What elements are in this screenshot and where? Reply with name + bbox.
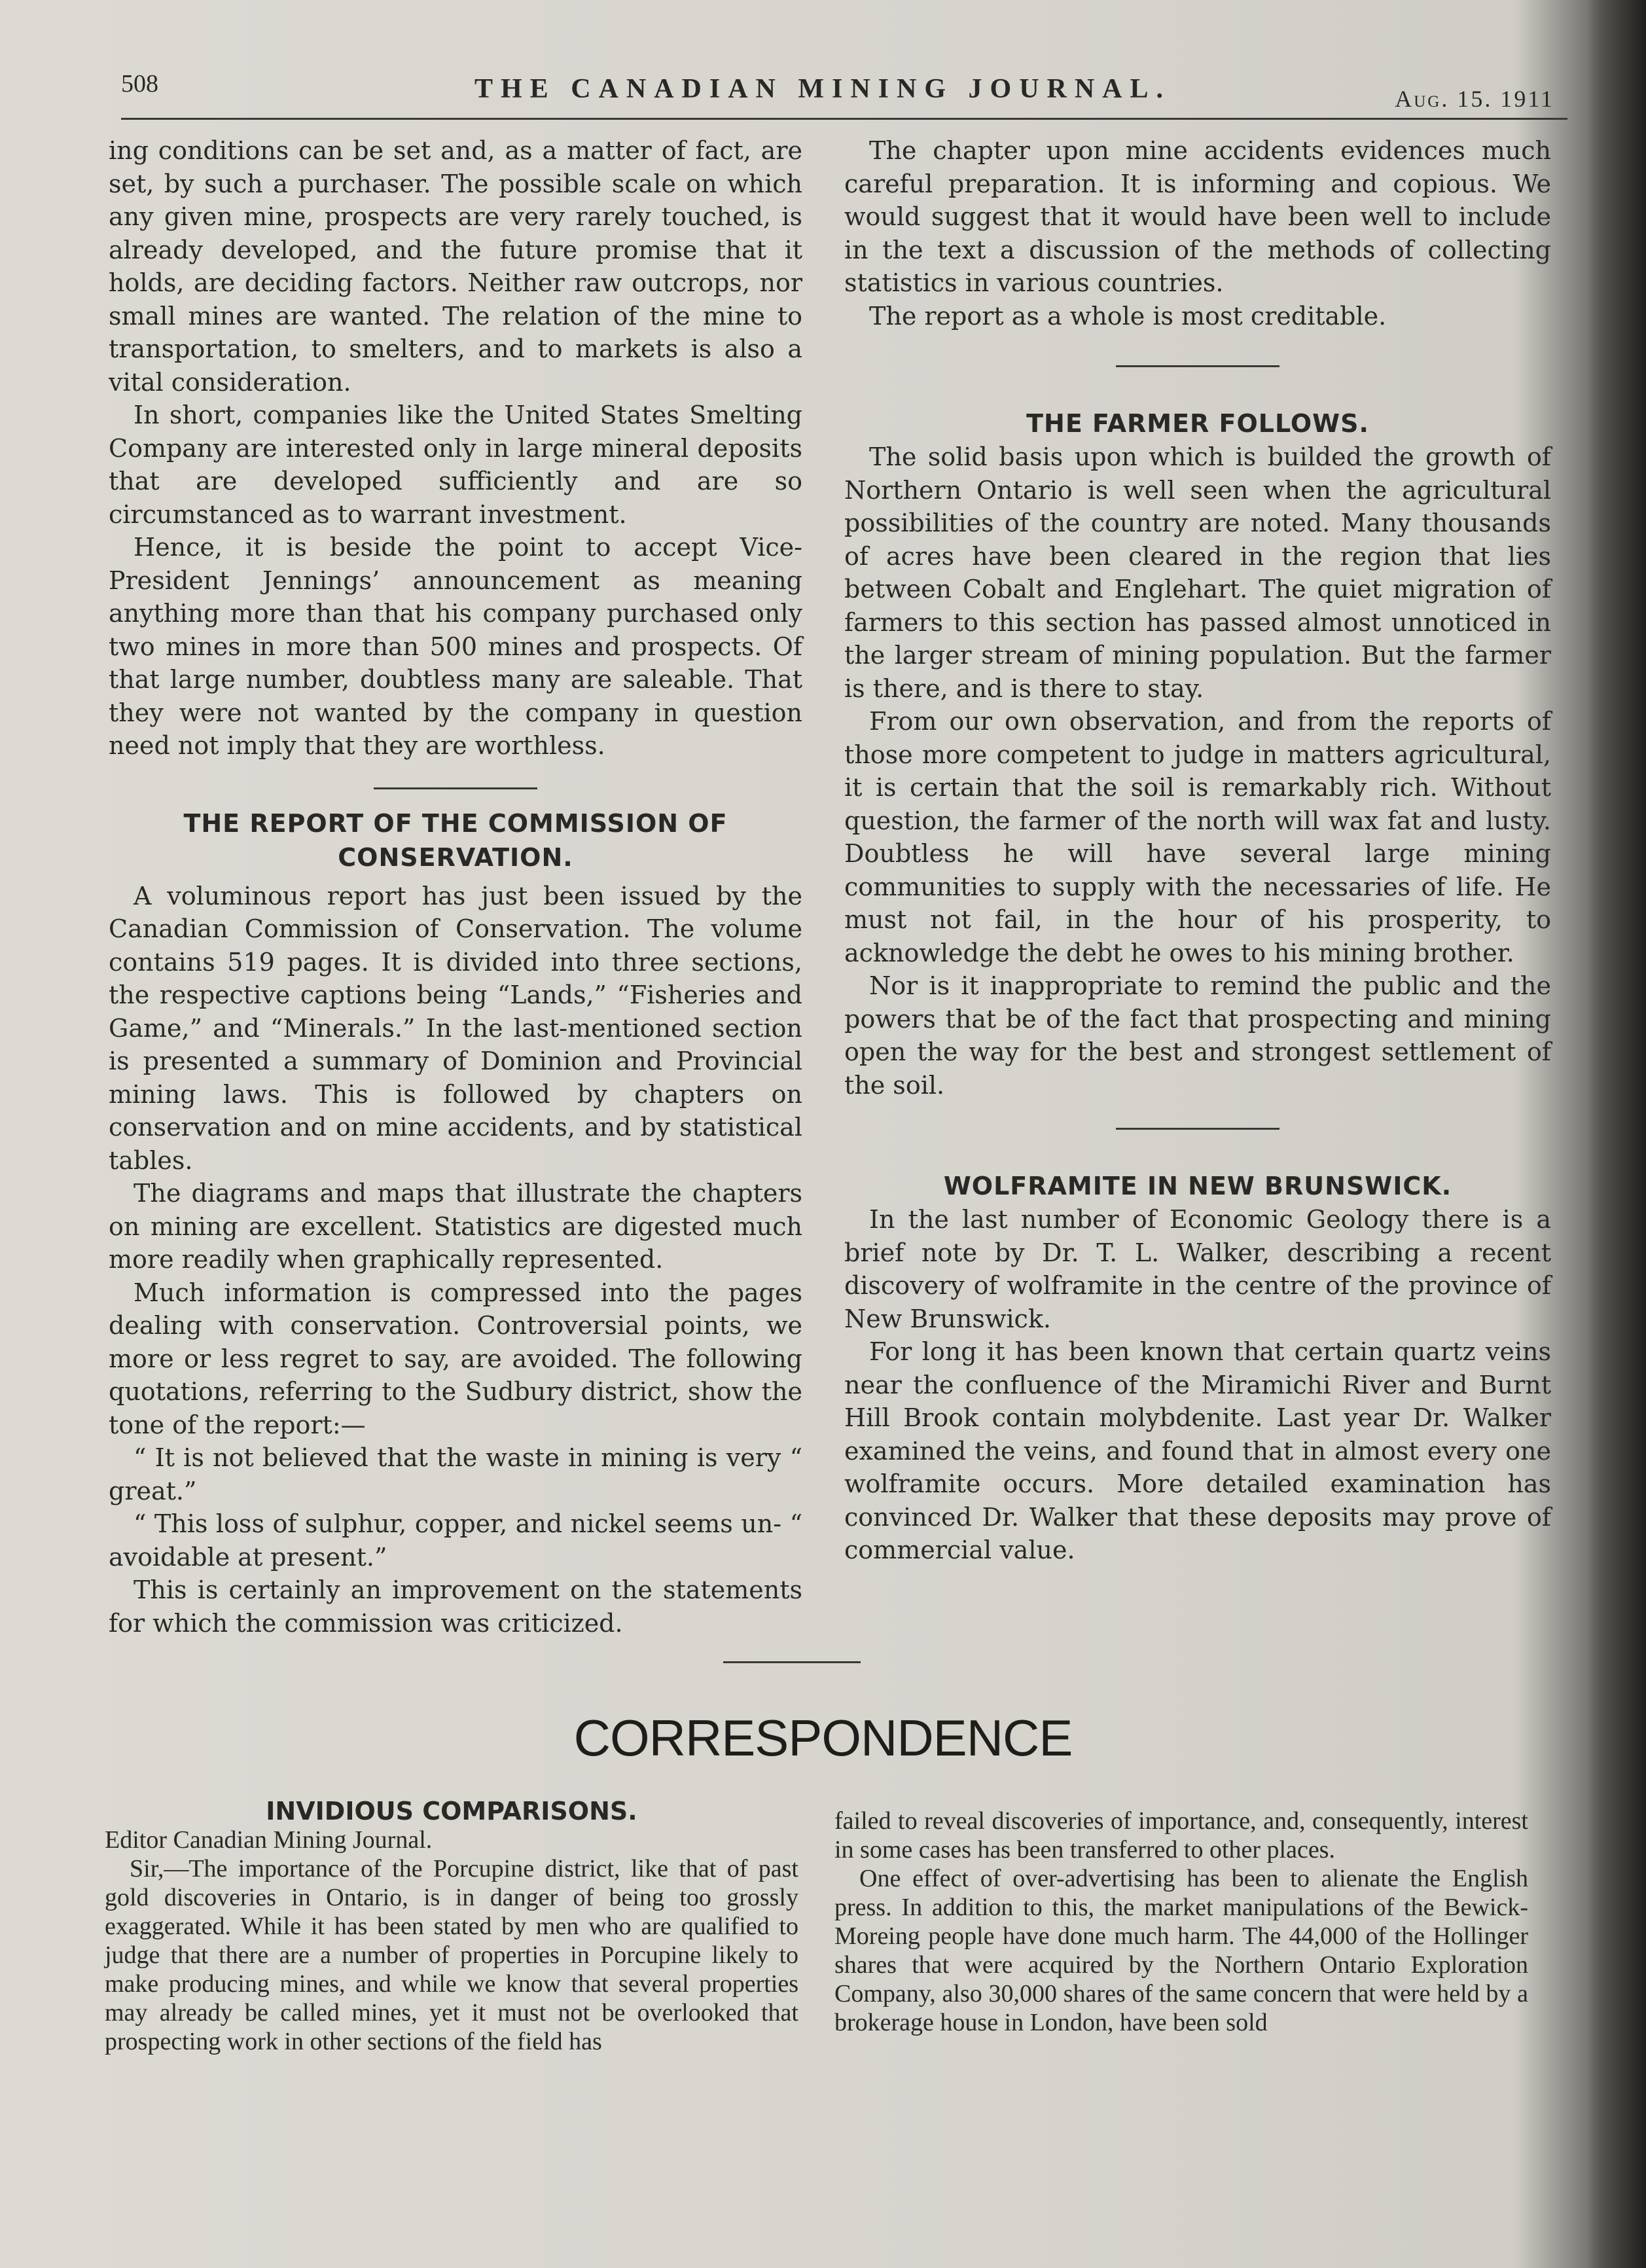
paragraph: Nor is it inappropriate to remind the public and the powers that be of the fact that prospecting and mining open the way for the best and strongest settlement of the soil. (844, 971, 1551, 1100)
issue-date: Aug. 15. 1911 (1395, 86, 1554, 112)
section-heading: WOLFRAMITE IN NEW BRUNSWICK. (943, 1172, 1452, 1200)
left-column (109, 134, 802, 1640)
section-rule (723, 1661, 861, 1663)
quotation: “ It is not believed that the waste in mining is very “ great.” (109, 1443, 802, 1505)
paragraph: In the last number of Economic Geology there is a brief note by Dr. T. L. Walker, describing a recent discovery of wolframite in the centre of the province of New Brunswick. (844, 1205, 1551, 1333)
paragraph: For long it has been known that certain quartz veins near the confluence of the Miramichi River and Burnt Hill Brook contain molybdenite. Last year Dr. Walker examined the veins, and found that in almost every one wolframite occurs. More detailed examination has convinced Dr. Walker that these deposits may prove of commercial value. (844, 1337, 1551, 1564)
correspondence-left-column (105, 1797, 798, 2056)
paragraph: The report as a whole is most creditable. (869, 301, 1387, 331)
journal-title: THE CANADIAN MINING JOURNAL. (474, 74, 1172, 104)
binding-shadow (1587, 0, 1646, 2268)
section-heading: THE FARMER FOLLOWS. (1026, 409, 1369, 438)
paragraph: failed to reveal discoveries of importance, and, consequently, interest in some cases has been transferred to other places. (834, 1807, 1528, 1863)
paragraph: The diagrams and maps that illustrate the chapters on mining are excellent. Statistics are digested much more readily when graphically represented. (109, 1179, 802, 1274)
paragraph: In short, companies like the United States Smelting Company are interested only in large mineral deposits that are developed sufficiently and are so circumstanced as to warrant investment. (109, 401, 802, 529)
correspondence-right-column (834, 1807, 1528, 2037)
paragraph: The chapter upon mine accidents evidences much careful preparation. It is informing and copious. We would suggest that it would have been well to include in the text a discussion of the methods of collecting statistics in various countries. (844, 136, 1551, 297)
correspondence-title: CORRESPONDENCE (573, 1709, 1073, 1767)
page-number: 508 (121, 70, 158, 98)
paragraph: Much information is compressed into the pages dealing with conservation. Controversial points, we more or less regret to say, are avoided. The following quotations, referring to the Sudbury district, show the tone of the report:— (109, 1278, 802, 1439)
paragraph: One effect of over-advertising has been to alienate the English press. In addition to this, the market manipulations of the Bewick-Moreing people have done much harm. The 44,000 of the Hollinger shares that were acquired by the Northern Ontario Exploration Company, also 30,000 shares of the same concern that were held by a brokerage house in London, have been sold (834, 1865, 1528, 2036)
paragraph: Sir,—The importance of the Porcupine district, like that of past gold discoveries in Ontario, is in danger of being too grossly exaggerated. While it has been stated by men who are qualified to judge that there are a number of properties in Porcupine likely to make producing mines, and while we know that several properties may already be called mines, yet it must not be overlooked that prospecting work in other sections of the field has (105, 1855, 798, 2055)
paragraph: The solid basis upon which is builded the growth of Northern Ontario is well seen when the agricultural possibilities of the country are noted. Many thousands of acres have been cleared in the region that lies between Cobalt and Englehart. The quiet migration of farmers to this section has passed almost unnoticed in the larger stream of mining population. But the farmer is there, and is there to stay. (844, 442, 1551, 703)
running-head (121, 65, 1567, 120)
paragraph: This is certainly an improvement on the statements for which the commission was criticized. (109, 1575, 802, 1638)
paragraph: ing conditions can be set and, as a matter of fact, are set, by such a purchaser. The possible scale on which any given mine, prospects are very rarely touched, is already developed, and the future promise that it holds, are deciding factors. Neither raw outcrops, nor small mines are wanted. The relation of the mine to transportation, to smelters, and to markets is also a vital consideration. (109, 136, 802, 397)
quotation: “ This loss of sulphur, copper, and nickel seems un- “ avoidable at present.” (109, 1509, 802, 1572)
salutation: Editor Canadian Mining Journal. (105, 1826, 433, 1854)
paragraph: From our own observation, and from the reports of those more competent to judge in matters agricultural, it is certain that the soil is remarkably rich. Without question, the farmer of the north will wax fat and lusty. Doubtless he will have several large mining communities to supply with the necessaries of life. He must not fail, in the hour of his prosperity, to acknowledge the debt he owes to his mining brother. (844, 707, 1551, 967)
paragraph: Hence, it is beside the point to accept Vice-President Jennings’ announcement as meaning anything more than that his company purchased only two mines in more than 500 mines and prospects. Of that large number, doubtless many are saleable. That they were not wanted by the company in question need not imply that they are worthless. (109, 533, 802, 760)
paragraph: A voluminous report has just been issued by the Canadian Commission of Conservation. The volume contains 519 pages. It is divided into three sections, the respective captions being “Lands,” “Fisheries and Game,” and “Minerals.” In the last-mentioned section is presented a summary of Dominion and Provincial mining laws. This is followed by chapters on conservation and on mine accidents, and by statistical tables. (109, 881, 802, 1175)
right-column (844, 134, 1551, 1567)
section-heading: THE REPORT OF THE COMMISSION OF CONSERVATION. (183, 808, 728, 872)
letter-heading: INVIDIOUS COMPARISONS. (266, 1797, 637, 1826)
